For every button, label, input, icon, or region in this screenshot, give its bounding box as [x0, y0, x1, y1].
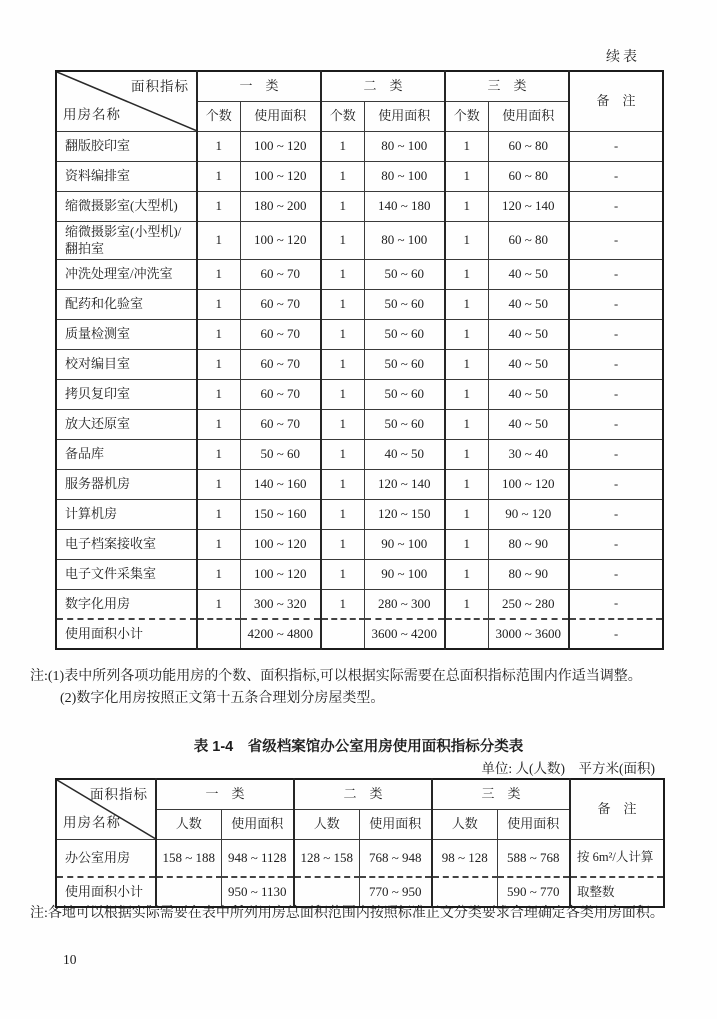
usable-area-cell: 40 ~ 50 [488, 259, 569, 289]
table-row [56, 839, 664, 877]
count-cell: 1 [445, 131, 488, 161]
remark-header: 备 注 [569, 71, 663, 131]
usable-area-cell: 770 ~ 950 [359, 877, 432, 907]
usable-area-cell: 100 ~ 120 [240, 529, 321, 559]
count-cell: 1 [445, 409, 488, 439]
count-cell: 1 [445, 469, 488, 499]
room-name-cell: 拷贝复印室 [56, 379, 197, 409]
count-cell: 98 ~ 128 [432, 839, 497, 877]
usable-area-cell: 40 ~ 50 [488, 349, 569, 379]
usable-area-cell: 80 ~ 90 [488, 559, 569, 589]
usable-area-cell: 50 ~ 60 [364, 319, 445, 349]
count-cell: 1 [321, 131, 364, 161]
count-cell: 1 [445, 319, 488, 349]
usable-area-cell: 80 ~ 100 [364, 221, 445, 259]
usable-area-cell: 300 ~ 320 [240, 589, 321, 619]
usable-area-cell: 100 ~ 120 [240, 559, 321, 589]
class-header-row [56, 71, 663, 101]
usable-area-cell: 50 ~ 60 [364, 259, 445, 289]
diagonal-corner-cell [56, 779, 156, 839]
usable-area-cell: 4200 ~ 4800 [240, 619, 321, 649]
count-cell: 1 [445, 191, 488, 221]
remark-header: 备 注 [570, 779, 664, 839]
usable-area-cell: 60 ~ 70 [240, 319, 321, 349]
remark-cell: - [569, 161, 663, 191]
count-cell: 1 [445, 379, 488, 409]
count-cell: 1 [197, 221, 240, 259]
usable-area-cell: 60 ~ 80 [488, 131, 569, 161]
table-row [56, 499, 663, 529]
table-row [56, 529, 663, 559]
usable-area-subheader: 使用面积 [488, 101, 569, 131]
usable-area-cell: 100 ~ 120 [240, 131, 321, 161]
people-count-subheader: 人数 [432, 809, 497, 839]
table-row [56, 319, 663, 349]
table-row [56, 409, 663, 439]
usable-area-cell: 90 ~ 100 [364, 529, 445, 559]
usable-area-cell: 590 ~ 770 [497, 877, 570, 907]
corner-label-area-indicator: 面积指标 [90, 787, 148, 802]
room-name-cell: 配药和化验室 [56, 289, 197, 319]
usable-area-cell: 40 ~ 50 [488, 289, 569, 319]
table-row [56, 259, 663, 289]
count-cell: 1 [445, 439, 488, 469]
usable-area-cell: 40 ~ 50 [488, 409, 569, 439]
remark-cell: - [569, 469, 663, 499]
room-name-cell: 办公室用房 [56, 839, 156, 877]
room-name-cell: 计算机房 [56, 499, 197, 529]
count-cell [197, 619, 240, 649]
table-row [56, 161, 663, 191]
count-cell: 1 [321, 259, 364, 289]
usable-area-cell: 100 ~ 120 [240, 221, 321, 259]
usable-area-cell: 120 ~ 140 [364, 469, 445, 499]
remark-cell: 按 6m²/人计算 [570, 839, 664, 877]
usable-area-cell: 50 ~ 60 [364, 409, 445, 439]
remark-cell: - [569, 259, 663, 289]
count-cell: 1 [321, 559, 364, 589]
remark-cell: - [569, 289, 663, 319]
table-row [56, 191, 663, 221]
unit-label: 单位: 人(人数) 平方米(面积) [481, 761, 655, 776]
table2-note: 注:各地可以根据实际需要在表中所列用房总面积范围内按照标准正文分类要求合理确定各类用房面积。 [30, 906, 664, 921]
usable-area-cell: 50 ~ 60 [364, 379, 445, 409]
usable-area-cell: 100 ~ 120 [240, 161, 321, 191]
usable-area-cell: 948 ~ 1128 [221, 839, 294, 877]
count-cell: 1 [321, 191, 364, 221]
count-cell: 1 [321, 529, 364, 559]
diagonal-corner-cell [56, 71, 197, 131]
usable-area-cell: 50 ~ 60 [364, 349, 445, 379]
count-cell: 1 [197, 589, 240, 619]
usable-area-cell: 950 ~ 1130 [221, 877, 294, 907]
table-row [56, 469, 663, 499]
subtotal-row [56, 619, 663, 649]
count-subheader: 个数 [321, 101, 364, 131]
usable-area-cell: 250 ~ 280 [488, 589, 569, 619]
usable-area-cell: 768 ~ 948 [359, 839, 432, 877]
count-cell: 1 [321, 589, 364, 619]
usable-area-cell: 100 ~ 120 [488, 469, 569, 499]
table-row [56, 589, 663, 619]
corner-label-area-indicator: 面积指标 [131, 79, 189, 94]
room-name-cell: 使用面积小计 [56, 877, 156, 907]
remark-cell: - [569, 221, 663, 259]
table-row [56, 221, 663, 259]
count-cell: 1 [197, 131, 240, 161]
usable-area-cell: 140 ~ 180 [364, 191, 445, 221]
remark-cell: - [569, 349, 663, 379]
count-cell: 1 [445, 259, 488, 289]
usable-area-cell: 60 ~ 70 [240, 259, 321, 289]
count-cell: 1 [321, 289, 364, 319]
remark-cell: - [569, 589, 663, 619]
count-cell: 1 [197, 191, 240, 221]
room-name-cell: 使用面积小计 [56, 619, 197, 649]
room-name-cell: 缩微摄影室(大型机) [56, 191, 197, 221]
usable-area-cell: 50 ~ 60 [364, 289, 445, 319]
table-row [56, 289, 663, 319]
table1-notes [30, 666, 702, 710]
count-cell: 1 [321, 469, 364, 499]
room-name-cell: 电子文件采集室 [56, 559, 197, 589]
usable-area-cell: 80 ~ 90 [488, 529, 569, 559]
people-count-subheader: 人数 [156, 809, 221, 839]
note-line: 注:(1)表中所列各项功能用房的个数、面积指标,可以根据实际需要在总面积指标范围内作适当调整。 [30, 669, 642, 684]
count-cell: 1 [321, 379, 364, 409]
class-3-header: 三 类 [432, 779, 570, 809]
count-cell: 1 [197, 529, 240, 559]
count-cell: 1 [321, 221, 364, 259]
usable-area-cell: 140 ~ 160 [240, 469, 321, 499]
room-name-cell: 服务器机房 [56, 469, 197, 499]
usable-area-cell: 60 ~ 80 [488, 221, 569, 259]
table-1-4-title: 表 1-4 省级档案馆办公室用房使用面积指标分类表 [193, 739, 524, 755]
usable-area-cell: 3600 ~ 4200 [364, 619, 445, 649]
table-row [56, 439, 663, 469]
corner-label-room-name: 用房名称 [63, 815, 121, 831]
usable-area-cell: 50 ~ 60 [240, 439, 321, 469]
room-name-cell: 翻版胶印室 [56, 131, 197, 161]
count-cell: 1 [197, 259, 240, 289]
count-cell: 1 [321, 499, 364, 529]
usable-area-cell: 90 ~ 100 [364, 559, 445, 589]
count-cell: 1 [321, 439, 364, 469]
usable-area-cell: 60 ~ 70 [240, 289, 321, 319]
remark-cell: - [569, 319, 663, 349]
table-row [56, 349, 663, 379]
usable-area-cell: 40 ~ 50 [488, 319, 569, 349]
remark-cell: - [569, 499, 663, 529]
count-cell: 1 [445, 499, 488, 529]
class-1-header: 一 类 [156, 779, 294, 809]
room-name-cell: 缩微摄影室(小型机)/翻拍室 [56, 221, 197, 259]
class-1-header: 一 类 [197, 71, 321, 101]
count-cell: 1 [321, 161, 364, 191]
remark-cell: - [569, 191, 663, 221]
office-rooms-area-table [55, 778, 665, 908]
count-subheader: 个数 [197, 101, 240, 131]
count-cell [445, 619, 488, 649]
count-cell: 1 [445, 161, 488, 191]
usable-area-cell: 150 ~ 160 [240, 499, 321, 529]
usable-area-cell: 80 ~ 100 [364, 161, 445, 191]
count-cell: 1 [445, 349, 488, 379]
count-cell: 128 ~ 158 [294, 839, 359, 877]
class-2-header: 二 类 [321, 71, 445, 101]
usable-area-cell: 60 ~ 70 [240, 409, 321, 439]
usable-area-cell: 60 ~ 70 [240, 349, 321, 379]
count-cell: 1 [321, 319, 364, 349]
usable-area-cell: 40 ~ 50 [488, 379, 569, 409]
count-cell: 1 [445, 559, 488, 589]
usable-area-cell: 30 ~ 40 [488, 439, 569, 469]
count-cell: 158 ~ 188 [156, 839, 221, 877]
count-cell: 1 [445, 529, 488, 559]
remark-cell: - [569, 131, 663, 161]
class-header-row [56, 779, 664, 809]
usable-area-cell: 80 ~ 100 [364, 131, 445, 161]
people-count-subheader: 人数 [294, 809, 359, 839]
usable-area-cell: 60 ~ 80 [488, 161, 569, 191]
table-row [56, 131, 663, 161]
table-row [56, 559, 663, 589]
room-name-cell: 电子档案接收室 [56, 529, 197, 559]
continued-table-label: 续表 [606, 50, 640, 65]
usable-area-cell: 90 ~ 120 [488, 499, 569, 529]
note-line: (2)数字化用房按照正文第十五条合理划分房屋类型。 [60, 691, 385, 706]
page-number: 10 [63, 952, 77, 967]
usable-area-cell: 120 ~ 150 [364, 499, 445, 529]
count-cell: 1 [445, 289, 488, 319]
table-row [56, 379, 663, 409]
usable-area-cell: 40 ~ 50 [364, 439, 445, 469]
room-name-cell: 校对编目室 [56, 349, 197, 379]
remark-cell: - [569, 439, 663, 469]
usable-area-cell: 588 ~ 768 [497, 839, 570, 877]
remark-cell: - [569, 379, 663, 409]
usable-area-subheader: 使用面积 [497, 809, 570, 839]
usable-area-cell: 180 ~ 200 [240, 191, 321, 221]
room-name-cell: 数字化用房 [56, 589, 197, 619]
room-name-cell: 备品库 [56, 439, 197, 469]
room-name-cell: 冲洗处理室/冲洗室 [56, 259, 197, 289]
room-name-cell: 质量检测室 [56, 319, 197, 349]
remark-cell: - [569, 619, 663, 649]
count-cell: 1 [445, 589, 488, 619]
room-name-cell: 放大还原室 [56, 409, 197, 439]
count-cell: 1 [197, 409, 240, 439]
count-cell: 1 [197, 349, 240, 379]
class-3-header: 三 类 [445, 71, 569, 101]
usable-area-cell: 3000 ~ 3600 [488, 619, 569, 649]
count-cell: 1 [321, 349, 364, 379]
usable-area-subheader: 使用面积 [359, 809, 432, 839]
remark-cell: 取整数 [570, 877, 664, 907]
usable-area-subheader: 使用面积 [221, 809, 294, 839]
count-cell: 1 [197, 289, 240, 319]
usable-area-cell: 280 ~ 300 [364, 589, 445, 619]
count-cell: 1 [197, 319, 240, 349]
count-cell: 1 [197, 439, 240, 469]
corner-label-room-name: 用房名称 [63, 107, 121, 123]
room-name-cell: 资料编排室 [56, 161, 197, 191]
usable-area-subheader: 使用面积 [240, 101, 321, 131]
remark-cell: - [569, 559, 663, 589]
count-cell: 1 [197, 379, 240, 409]
count-cell [321, 619, 364, 649]
remark-cell: - [569, 529, 663, 559]
count-cell: 1 [197, 469, 240, 499]
usable-area-cell: 60 ~ 70 [240, 379, 321, 409]
count-cell: 1 [197, 161, 240, 191]
functional-rooms-area-table [55, 70, 664, 650]
count-subheader: 个数 [445, 101, 488, 131]
count-cell: 1 [445, 221, 488, 259]
count-cell: 1 [321, 409, 364, 439]
count-cell: 1 [197, 559, 240, 589]
count-cell: 1 [197, 499, 240, 529]
usable-area-cell: 120 ~ 140 [488, 191, 569, 221]
remark-cell: - [569, 409, 663, 439]
class-2-header: 二 类 [294, 779, 432, 809]
usable-area-subheader: 使用面积 [364, 101, 445, 131]
